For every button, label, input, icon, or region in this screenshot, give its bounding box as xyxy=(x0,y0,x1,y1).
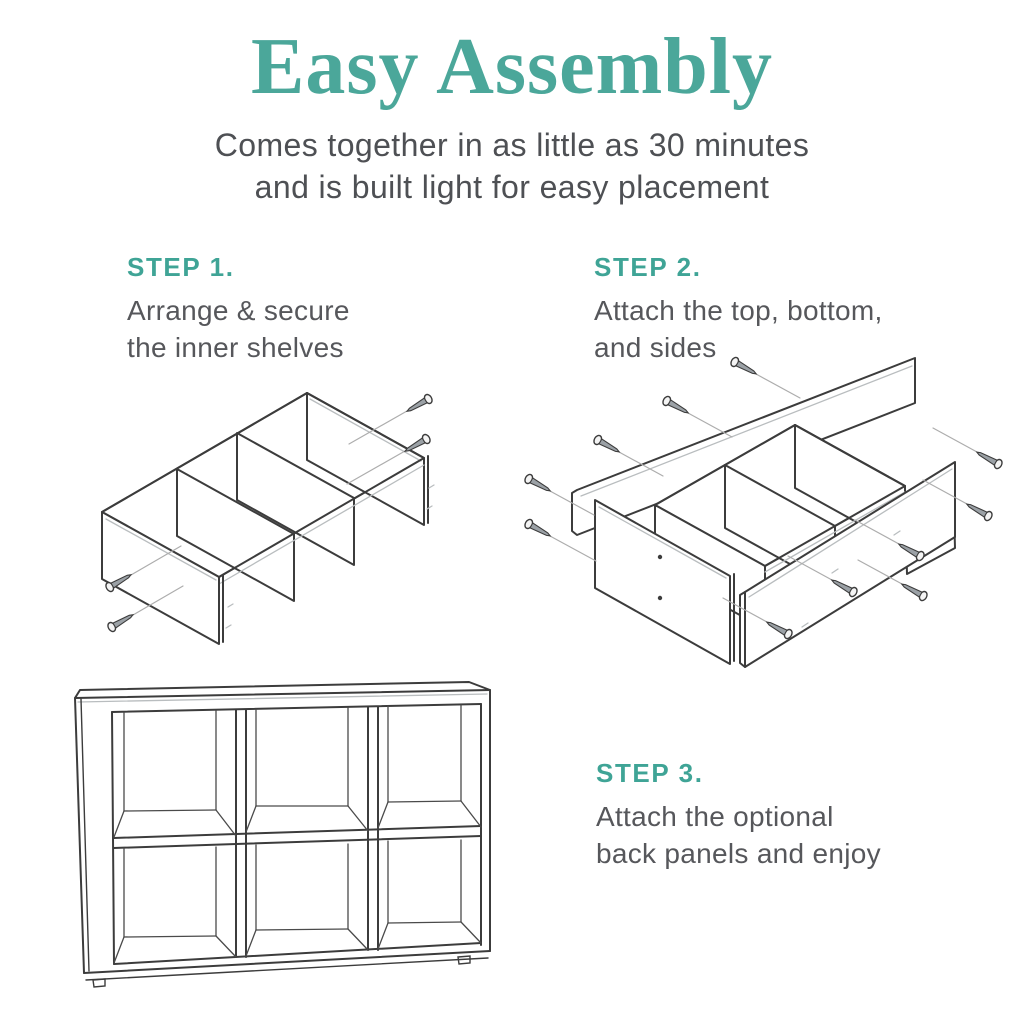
left-foot xyxy=(93,979,105,987)
step-3-illustration xyxy=(38,680,508,1005)
cube-interior xyxy=(246,708,368,832)
subtitle-line-2: and is built light for easy placement xyxy=(254,169,770,205)
screw-icon xyxy=(523,473,552,495)
subtitle-line-1: Comes together in as little as 30 minutes xyxy=(214,127,810,163)
step-2-illustration xyxy=(450,345,1020,705)
cube-interior xyxy=(246,844,368,956)
step-1-label: STEP 1. xyxy=(127,252,235,282)
step-1-illustration xyxy=(50,382,490,672)
screw-icon xyxy=(523,518,552,540)
screw-icon xyxy=(974,448,1003,470)
cam-hole xyxy=(658,596,662,600)
screw-icon xyxy=(729,356,758,378)
assembled-organizer-group xyxy=(75,682,490,987)
screw-icon xyxy=(592,434,621,456)
screw-icon xyxy=(661,395,690,417)
screw-icon xyxy=(964,500,993,522)
step-3-description: Attach the optional back panels and enjoy xyxy=(596,801,881,869)
cam-hole xyxy=(658,555,662,559)
shelf-front-edge xyxy=(114,826,481,838)
screw-icon xyxy=(405,393,434,415)
cube-interior xyxy=(114,847,236,963)
bottom-front-panel-edge xyxy=(740,592,745,667)
step-1-description: Arrange & secure the inner shelves xyxy=(127,295,350,363)
cube-interior xyxy=(378,705,481,828)
screw-icon xyxy=(899,580,928,602)
step-3-label: STEP 3. xyxy=(596,758,704,788)
cube-interior xyxy=(114,711,236,837)
inner-shelf-exploded-group xyxy=(102,393,434,644)
step-2-label: STEP 2. xyxy=(594,252,702,282)
step-1-block xyxy=(127,252,350,366)
page-subtitle xyxy=(0,124,1024,208)
screw-icon xyxy=(106,611,135,633)
cube-interior xyxy=(378,840,481,949)
page-title: Easy Assembly xyxy=(251,23,773,111)
step-3-block xyxy=(596,758,881,872)
step-2-description: Attach the top, bottom, and sides xyxy=(594,295,883,363)
